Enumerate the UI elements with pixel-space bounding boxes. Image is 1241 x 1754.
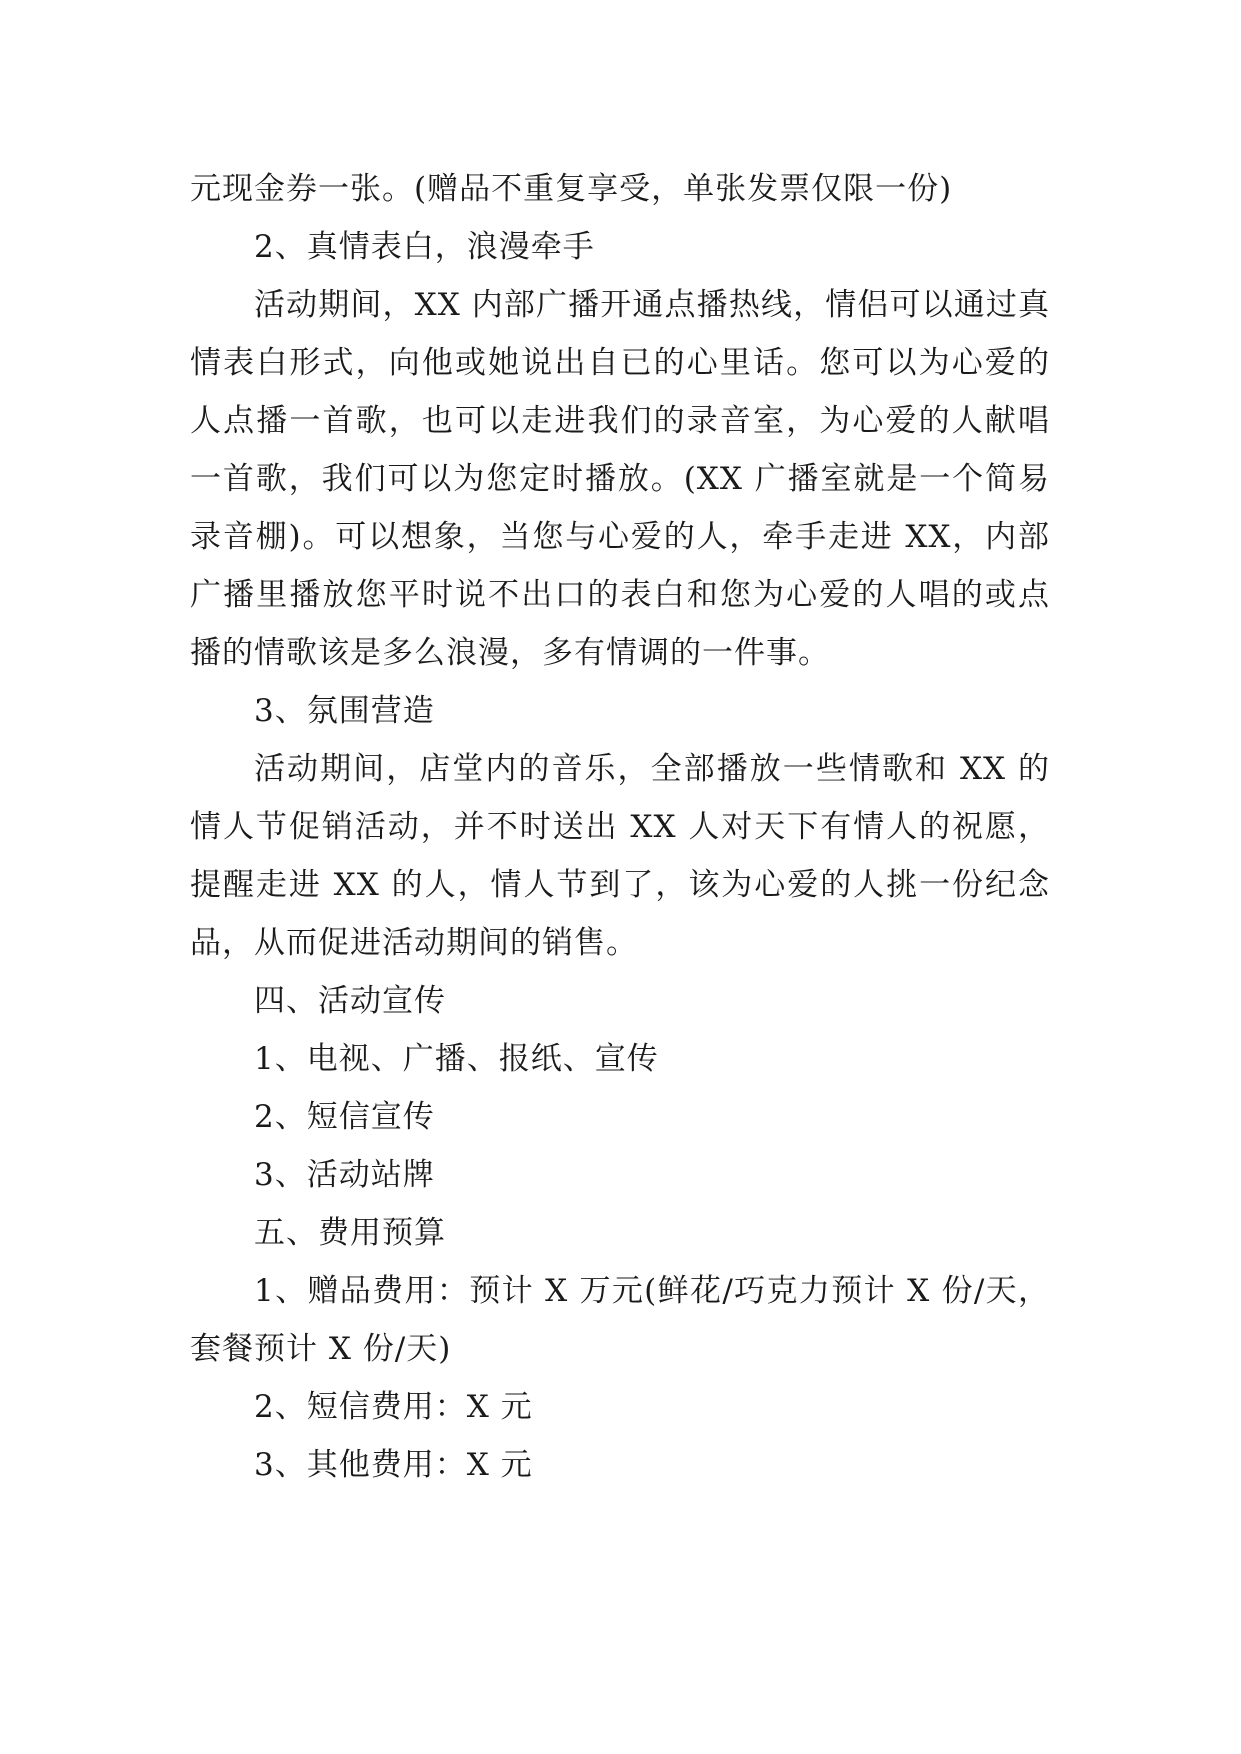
budget-item-gifts: 1、赠品费用：预计 X 万元(鲜花/巧克力预计 X 份/天，套餐预计 X 份/天)	[190, 1273, 1050, 1367]
list-item-media: 1、电视、广播、报纸、宣传	[254, 1041, 659, 1077]
list-item-signage: 3、活动站牌	[254, 1157, 435, 1193]
heading-budget: 五、费用预算	[254, 1215, 446, 1251]
heading-atmosphere: 3、氛围营造	[254, 693, 435, 729]
document-body	[190, 160, 1050, 1494]
heading-promotion: 四、活动宣传	[254, 983, 446, 1019]
paragraph-broadcast: 活动期间，XX 内部广播开通点播热线，情侣可以通过真情表白形式，向他或她说出自已的心里话。您可以为心爱的人点播一首歌，也可以走进我们的录音室，为心爱的人献唱一首歌，我们可以为您定时播放。(XX 广播室就是一个简易录音棚)。可以想象，当您与心爱的人，牵手走进 XX，内部广播里播放您平时说不出口的表白和您为心爱的人唱的或点播的情歌该是多么浪漫，多有情调的一件事。	[190, 287, 1050, 671]
budget-item-other: 3、其他费用：X 元	[254, 1447, 533, 1483]
budget-item-sms: 2、短信费用：X 元	[254, 1389, 533, 1425]
paragraph-music: 活动期间，店堂内的音乐，全部播放一些情歌和 XX 的情人节促销活动，并不时送出 XX 人对天下有情人的祝愿，提醒走进 XX 的人，情人节到了，该为心爱的人挑一份纪念品，从而促进活动期间的销售。	[190, 751, 1050, 961]
heading-confession: 2、真情表白，浪漫牵手	[254, 229, 595, 265]
paragraph-voucher-note: 元现金券一张。(赠品不重复享受，单张发票仅限一份)	[190, 171, 953, 207]
list-item-sms: 2、短信宣传	[254, 1099, 435, 1135]
